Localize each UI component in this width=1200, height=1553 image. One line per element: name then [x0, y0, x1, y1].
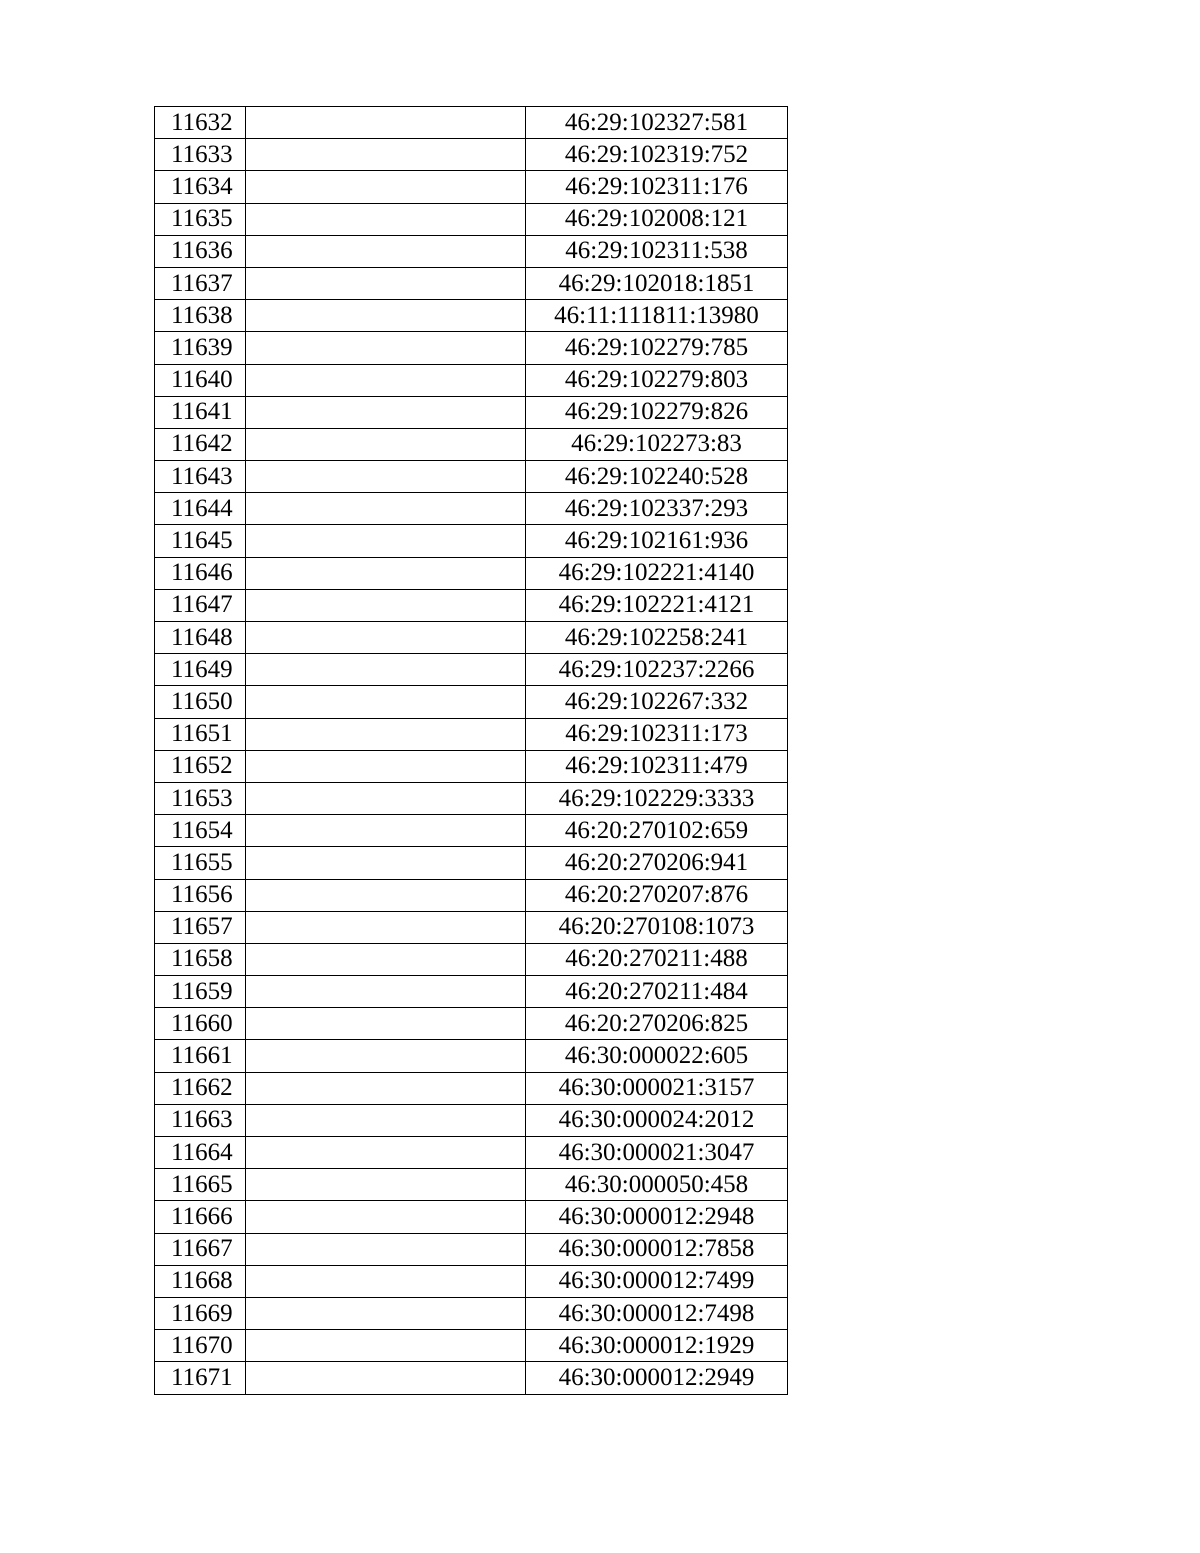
table-body	[155, 107, 788, 1395]
empty-cell	[246, 428, 526, 460]
table-row	[155, 879, 788, 911]
table-row	[155, 1201, 788, 1233]
table-row	[155, 203, 788, 235]
row-number-cell: 11643	[155, 461, 246, 493]
cadastral-number-cell: 46:29:102221:4121	[526, 589, 788, 621]
table-row	[155, 1233, 788, 1265]
empty-cell	[246, 557, 526, 589]
empty-cell	[246, 1040, 526, 1072]
table-row	[155, 1104, 788, 1136]
empty-cell	[246, 525, 526, 557]
empty-cell	[246, 300, 526, 332]
table-row	[155, 171, 788, 203]
empty-cell	[246, 1104, 526, 1136]
row-number-cell: 11650	[155, 686, 246, 718]
table-row	[155, 1297, 788, 1329]
row-number-cell: 11668	[155, 1265, 246, 1297]
row-number-cell: 11635	[155, 203, 246, 235]
table-row	[155, 622, 788, 654]
table-row	[155, 1072, 788, 1104]
table-row	[155, 525, 788, 557]
row-number-cell: 11647	[155, 589, 246, 621]
table-row	[155, 267, 788, 299]
cadastral-number-cell: 46:29:102237:2266	[526, 654, 788, 686]
empty-cell	[246, 107, 526, 139]
cadastral-number-cell: 46:30:000012:7498	[526, 1297, 788, 1329]
empty-cell	[246, 1169, 526, 1201]
cadastral-number-cell: 46:29:102161:936	[526, 525, 788, 557]
row-number-cell: 11641	[155, 396, 246, 428]
empty-cell	[246, 1265, 526, 1297]
cadastral-number-cell: 46:29:102229:3333	[526, 782, 788, 814]
empty-cell	[246, 622, 526, 654]
empty-cell	[246, 1362, 526, 1394]
row-number-cell: 11667	[155, 1233, 246, 1265]
cadastral-number-cell: 46:29:102279:803	[526, 364, 788, 396]
table-row	[155, 847, 788, 879]
table-row	[155, 396, 788, 428]
cadastral-number-cell: 46:30:000012:2949	[526, 1362, 788, 1394]
empty-cell	[246, 364, 526, 396]
cadastral-number-cell: 46:29:102319:752	[526, 139, 788, 171]
empty-cell	[246, 943, 526, 975]
empty-cell	[246, 203, 526, 235]
row-number-cell: 11664	[155, 1137, 246, 1169]
empty-cell	[246, 815, 526, 847]
cadastral-number-cell: 46:20:270206:825	[526, 1008, 788, 1040]
row-number-cell: 11663	[155, 1104, 246, 1136]
row-number-cell: 11651	[155, 718, 246, 750]
empty-cell	[246, 332, 526, 364]
table-row	[155, 493, 788, 525]
empty-cell	[246, 847, 526, 879]
table-row	[155, 1008, 788, 1040]
row-number-cell: 11639	[155, 332, 246, 364]
cadastral-number-cell: 46:30:000050:458	[526, 1169, 788, 1201]
row-number-cell: 11645	[155, 525, 246, 557]
row-number-cell: 11660	[155, 1008, 246, 1040]
row-number-cell: 11659	[155, 976, 246, 1008]
cadastral-number-cell: 46:29:102273:83	[526, 428, 788, 460]
table-row	[155, 1265, 788, 1297]
row-number-cell: 11638	[155, 300, 246, 332]
empty-cell	[246, 1201, 526, 1233]
row-number-cell: 11670	[155, 1330, 246, 1362]
empty-cell	[246, 396, 526, 428]
cadastral-number-cell: 46:30:000012:2948	[526, 1201, 788, 1233]
empty-cell	[246, 139, 526, 171]
table-row	[155, 1330, 788, 1362]
cadastral-number-cell: 46:20:270108:1073	[526, 911, 788, 943]
row-number-cell: 11657	[155, 911, 246, 943]
cadastral-number-cell: 46:20:270206:941	[526, 847, 788, 879]
empty-cell	[246, 1008, 526, 1040]
row-number-cell: 11648	[155, 622, 246, 654]
empty-cell	[246, 1233, 526, 1265]
cadastral-number-cell: 46:29:102327:581	[526, 107, 788, 139]
row-number-cell: 11661	[155, 1040, 246, 1072]
empty-cell	[246, 171, 526, 203]
cadastral-number-cell: 46:29:102337:293	[526, 493, 788, 525]
cadastral-number-cell: 46:29:102311:538	[526, 235, 788, 267]
cadastral-number-cell: 46:30:000012:7858	[526, 1233, 788, 1265]
cadastral-number-cell: 46:20:270207:876	[526, 879, 788, 911]
row-number-cell: 11655	[155, 847, 246, 879]
row-number-cell: 11642	[155, 428, 246, 460]
row-number-cell: 11662	[155, 1072, 246, 1104]
empty-cell	[246, 879, 526, 911]
table-row	[155, 1362, 788, 1394]
table-row	[155, 332, 788, 364]
empty-cell	[246, 654, 526, 686]
table-row	[155, 686, 788, 718]
table-row	[155, 557, 788, 589]
row-number-cell: 11666	[155, 1201, 246, 1233]
table-row	[155, 943, 788, 975]
empty-cell	[246, 235, 526, 267]
empty-cell	[246, 1137, 526, 1169]
empty-cell	[246, 267, 526, 299]
table-row	[155, 428, 788, 460]
table-row	[155, 461, 788, 493]
table-row	[155, 815, 788, 847]
cadastral-number-cell: 46:29:102311:176	[526, 171, 788, 203]
table-row	[155, 1040, 788, 1072]
cadastral-number-cell: 46:29:102258:241	[526, 622, 788, 654]
cadastral-number-cell: 46:30:000021:3047	[526, 1137, 788, 1169]
row-number-cell: 11671	[155, 1362, 246, 1394]
empty-cell	[246, 493, 526, 525]
table-row	[155, 235, 788, 267]
table-row	[155, 718, 788, 750]
table-row	[155, 107, 788, 139]
row-number-cell: 11636	[155, 235, 246, 267]
cadastral-number-cell: 46:30:000024:2012	[526, 1104, 788, 1136]
empty-cell	[246, 1072, 526, 1104]
row-number-cell: 11656	[155, 879, 246, 911]
empty-cell	[246, 1297, 526, 1329]
empty-cell	[246, 976, 526, 1008]
row-number-cell: 11669	[155, 1297, 246, 1329]
cadastral-number-cell: 46:29:102279:785	[526, 332, 788, 364]
empty-cell	[246, 782, 526, 814]
cadastral-number-cell: 46:11:111811:13980	[526, 300, 788, 332]
cadastral-number-cell: 46:29:102240:528	[526, 461, 788, 493]
empty-cell	[246, 718, 526, 750]
table-row	[155, 1169, 788, 1201]
table-row	[155, 589, 788, 621]
cadastral-number-cell: 46:30:000022:605	[526, 1040, 788, 1072]
cadastral-number-cell: 46:30:000021:3157	[526, 1072, 788, 1104]
cadastral-table	[154, 106, 788, 1395]
row-number-cell: 11658	[155, 943, 246, 975]
row-number-cell: 11653	[155, 782, 246, 814]
cadastral-number-cell: 46:29:102279:826	[526, 396, 788, 428]
cadastral-number-cell: 46:29:102311:479	[526, 750, 788, 782]
empty-cell	[246, 750, 526, 782]
cadastral-number-cell: 46:30:000012:1929	[526, 1330, 788, 1362]
empty-cell	[246, 461, 526, 493]
cadastral-number-cell: 46:29:102221:4140	[526, 557, 788, 589]
row-number-cell: 11652	[155, 750, 246, 782]
row-number-cell: 11646	[155, 557, 246, 589]
row-number-cell: 11665	[155, 1169, 246, 1201]
table-row	[155, 911, 788, 943]
table-row	[155, 364, 788, 396]
row-number-cell: 11654	[155, 815, 246, 847]
cadastral-number-cell: 46:29:102311:173	[526, 718, 788, 750]
table-row	[155, 976, 788, 1008]
row-number-cell: 11644	[155, 493, 246, 525]
cadastral-number-cell: 46:20:270211:488	[526, 943, 788, 975]
cadastral-number-cell: 46:29:102267:332	[526, 686, 788, 718]
cadastral-number-cell: 46:20:270102:659	[526, 815, 788, 847]
table-row	[155, 654, 788, 686]
empty-cell	[246, 686, 526, 718]
cadastral-number-cell: 46:29:102018:1851	[526, 267, 788, 299]
table-row	[155, 782, 788, 814]
table-row	[155, 139, 788, 171]
row-number-cell: 11637	[155, 267, 246, 299]
row-number-cell: 11633	[155, 139, 246, 171]
empty-cell	[246, 1330, 526, 1362]
row-number-cell: 11632	[155, 107, 246, 139]
row-number-cell: 11634	[155, 171, 246, 203]
table-row	[155, 1137, 788, 1169]
table-row	[155, 750, 788, 782]
row-number-cell: 11649	[155, 654, 246, 686]
table-row	[155, 300, 788, 332]
row-number-cell: 11640	[155, 364, 246, 396]
empty-cell	[246, 589, 526, 621]
cadastral-number-cell: 46:20:270211:484	[526, 976, 788, 1008]
empty-cell	[246, 911, 526, 943]
cadastral-number-cell: 46:30:000012:7499	[526, 1265, 788, 1297]
cadastral-number-cell: 46:29:102008:121	[526, 203, 788, 235]
